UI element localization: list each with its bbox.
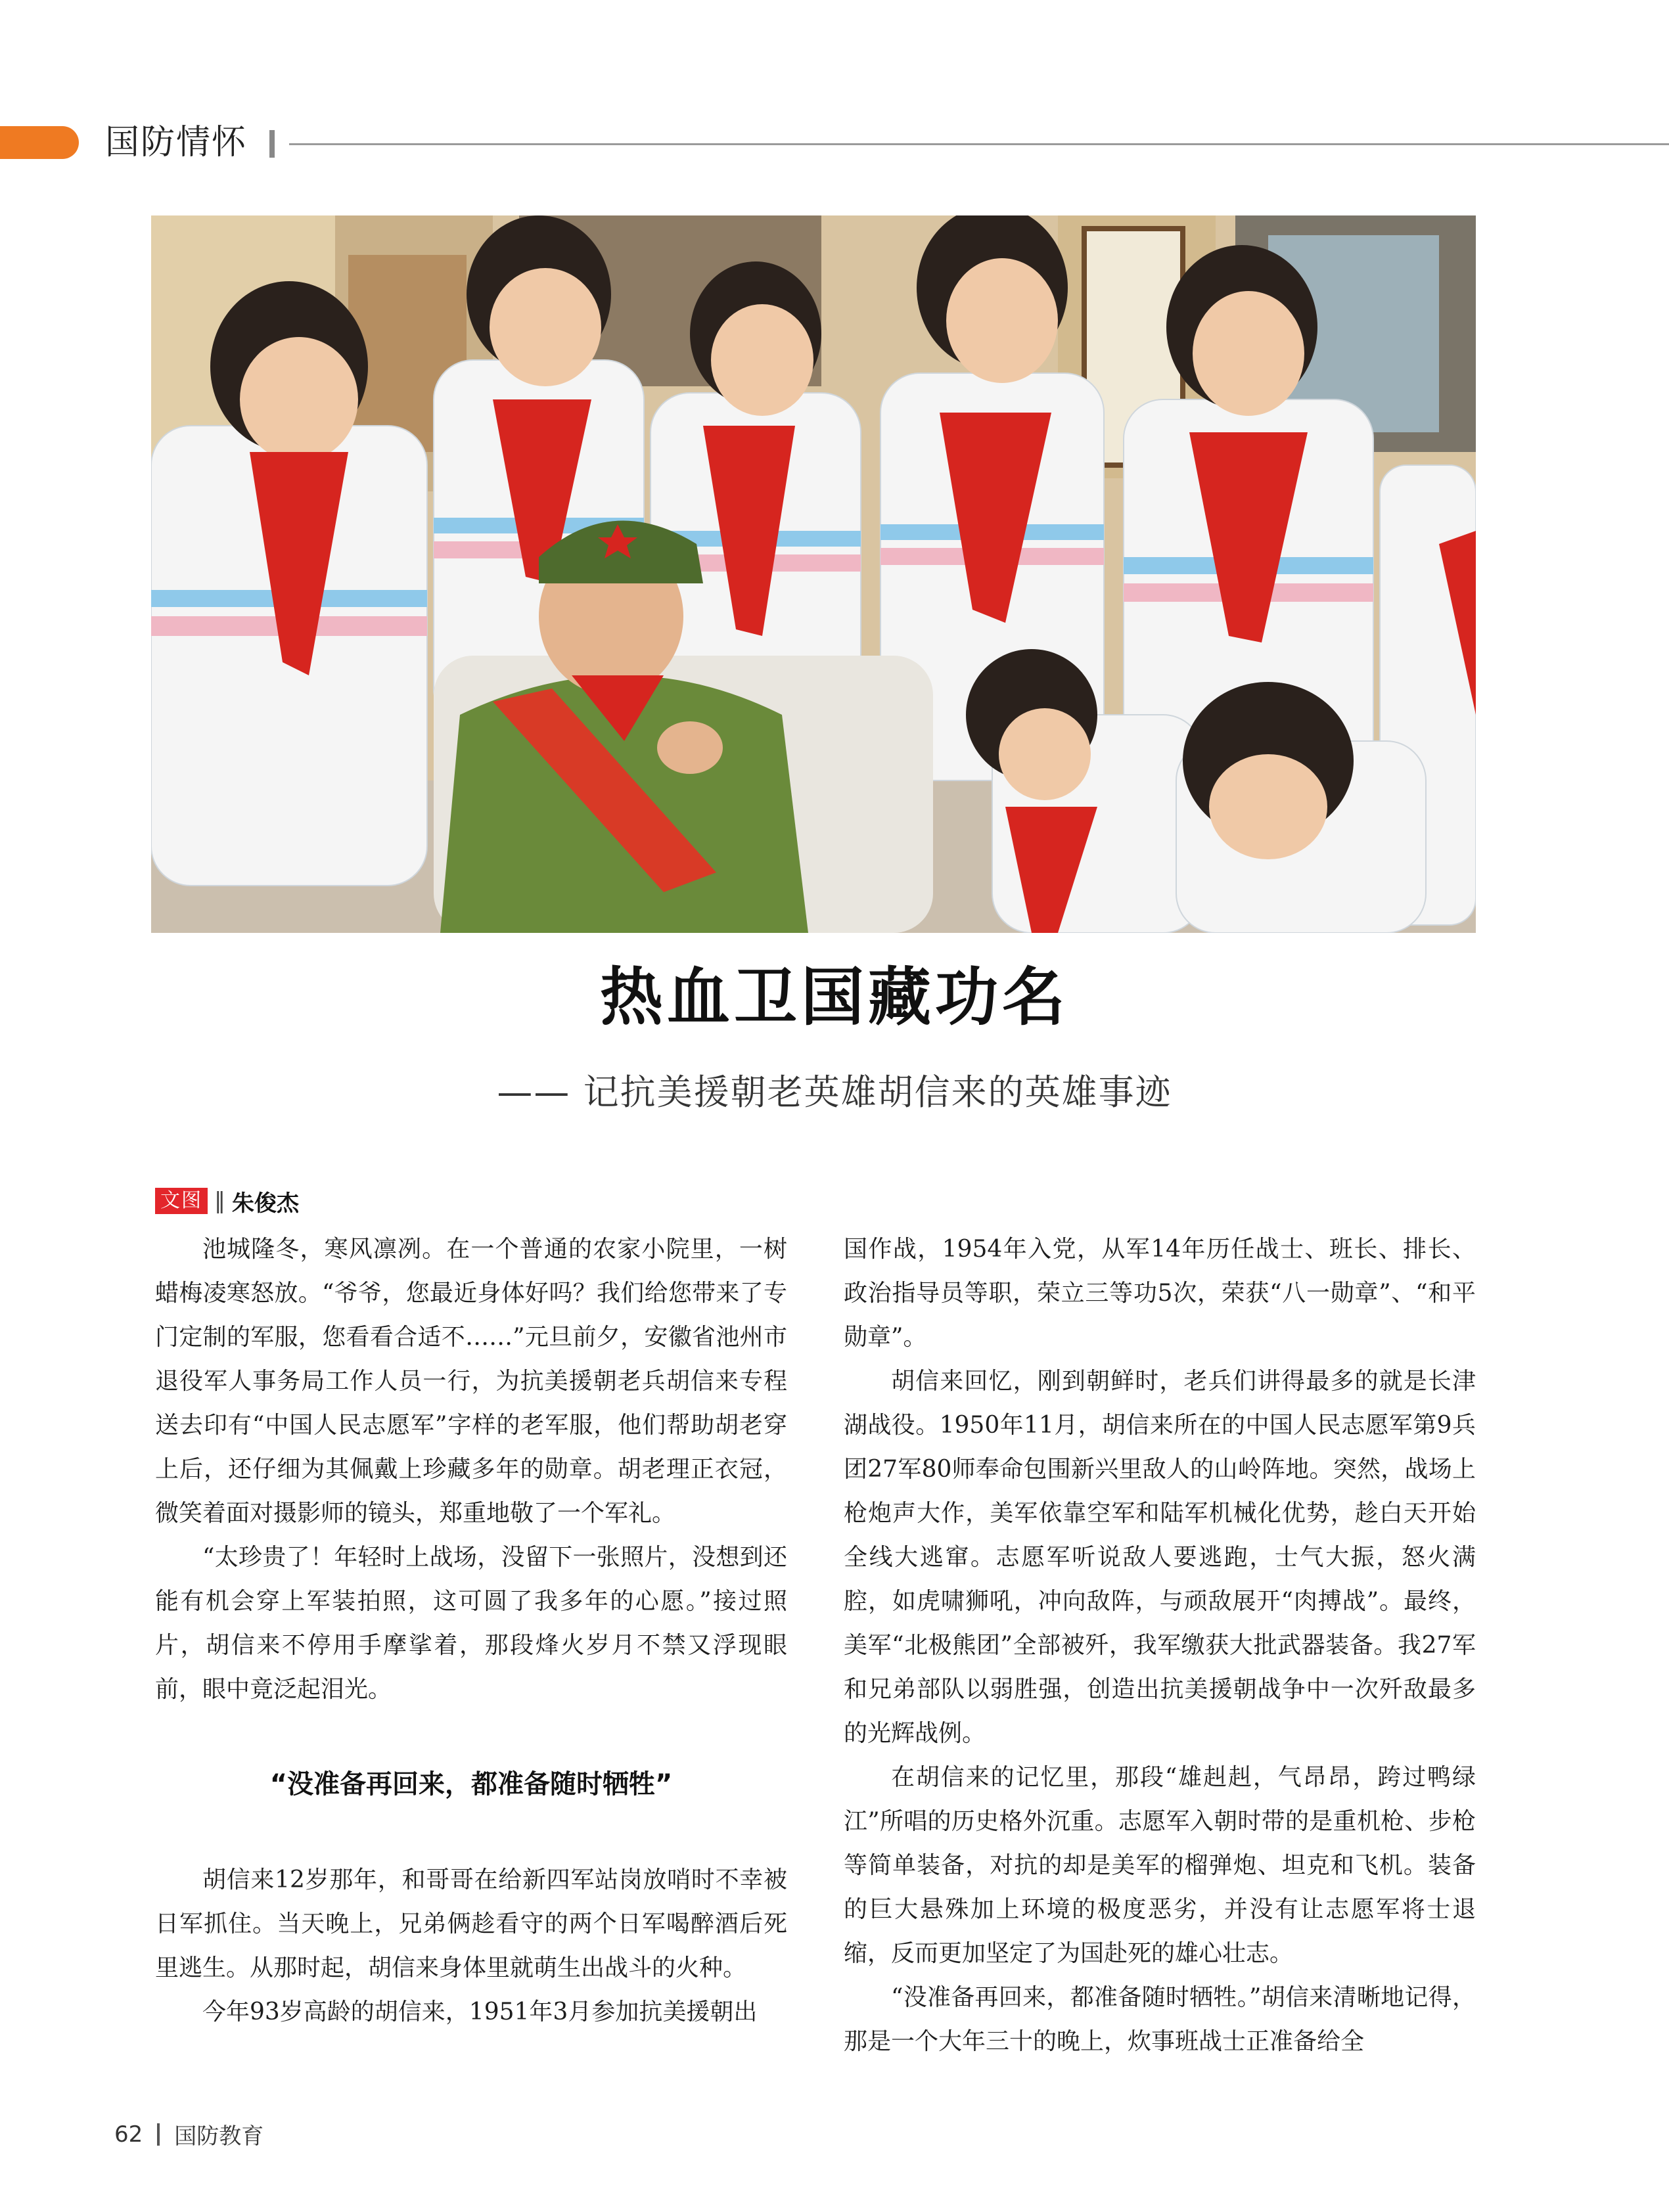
author-name: 朱俊杰	[232, 1190, 299, 1217]
body-paragraph: 胡信来12岁那年，和哥哥在给新四军站岗放哨时不幸被日军抓住。当天晚上，兄弟俩趁看守的两个日军喝醉酒后死里逃生。从那时起，胡信来身体里就萌生出战斗的火种。	[155, 1866, 787, 1981]
byline-separator: ‖	[214, 1188, 225, 1214]
magazine-name: 国防教育	[174, 2123, 264, 2150]
body-paragraph-continuation: 国作战，1954年入党，从军14年历任战士、班长、排长、政治指导员等职，荣立三等功5次，荣获“八一勋章”、“和平勋章”。	[844, 1236, 1476, 1351]
article-column-right	[844, 1227, 1476, 2064]
section-heading: “没准备再回来，都准备随时牺牲”	[269, 1769, 673, 1799]
body-paragraph: 胡信来回忆，刚到朝鲜时，老兵们讲得最多的就是长津湖战役。1950年11月，胡信来所在的中国人民志愿军第9兵团27军80师奉命包围新兴里敌人的山岭阵地。突然，战场上枪炮声大作，美军依靠空军和陆军机械化优势，趁白天开始全线大逃窜。志愿军听说敌人要逃跑，士气大振，怒火满腔，如虎啸狮吼，冲向敌阵，与顽敌展开“肉搏战”。最终，美军“北极熊团”全部被歼，我军缴获大批武器装备。我27军和兄弟部队以弱胜强，创造出抗美援朝战争中一次歼敌最多的光辉战例。	[844, 1368, 1476, 1747]
header-divider-bar	[269, 130, 275, 158]
article-subtitle: —— 记抗美援朝老英雄胡信来的英雄事迹	[497, 1072, 1172, 1113]
body-paragraph: 今年93岁高龄的胡信来，1951年3月参加抗美援朝出	[202, 1998, 758, 2025]
body-paragraph: “太珍贵了！年轻时上战场，没留下一张照片，没想到还能有机会穿上军装拍照，这可圆了我多年的心愿。”接过照片，胡信来不停用手摩挲着，那段烽火岁月不禁又浮现眼前，眼中竟泛起泪光。	[155, 1544, 787, 1703]
article-column-left	[155, 1227, 787, 2034]
header-rule	[289, 143, 1669, 145]
section-label: 国防情怀	[105, 123, 248, 162]
byline	[155, 1186, 299, 1215]
body-paragraph: 在胡信来的记忆里，那段“雄赳赳，气昂昂，跨过鸭绿江”所唱的历史格外沉重。志愿军入朝时带的是重机枪、步枪等简单装备，对抗的却是美军的榴弹炮、坦克和飞机。装备的巨大悬殊加上环境的极度恶劣，并没有让志愿军将士退缩，反而更加坚定了为国赴死的雄心壮志。	[844, 1764, 1476, 1967]
article-photo	[151, 215, 1476, 933]
byline-tag: 文图	[155, 1188, 208, 1214]
page-footer	[114, 2118, 263, 2150]
article-title: 热血卫国藏功名	[600, 960, 1069, 1034]
body-paragraph: 池城隆冬，寒风凛冽。在一个普通的农家小院里，一树蜡梅凌寒怒放。“爷爷，您最近身体好吗？我们给您带来了专门定制的军服，您看看合适不……”元旦前夕，安徽省池州市退役军人事务局工作人员一行，为抗美援朝老兵胡信来专程送去印有“中国人民志愿军”字样的老军服，他们帮助胡老穿上后，还仔细为其佩戴上珍藏多年的勋章。胡老理正衣冠，微笑着面对摄影师的镜头，郑重地敬了一个军礼。	[155, 1236, 787, 1527]
footer-divider	[157, 2123, 160, 2146]
body-paragraph: “没准备再回来，都准备随时牺牲。”胡信来清晰地记得，那是一个大年三十的晚上，炊事班战士正准备给全	[844, 1984, 1476, 2055]
section-tab-marker	[0, 126, 79, 159]
page-number: 62	[114, 2121, 143, 2148]
